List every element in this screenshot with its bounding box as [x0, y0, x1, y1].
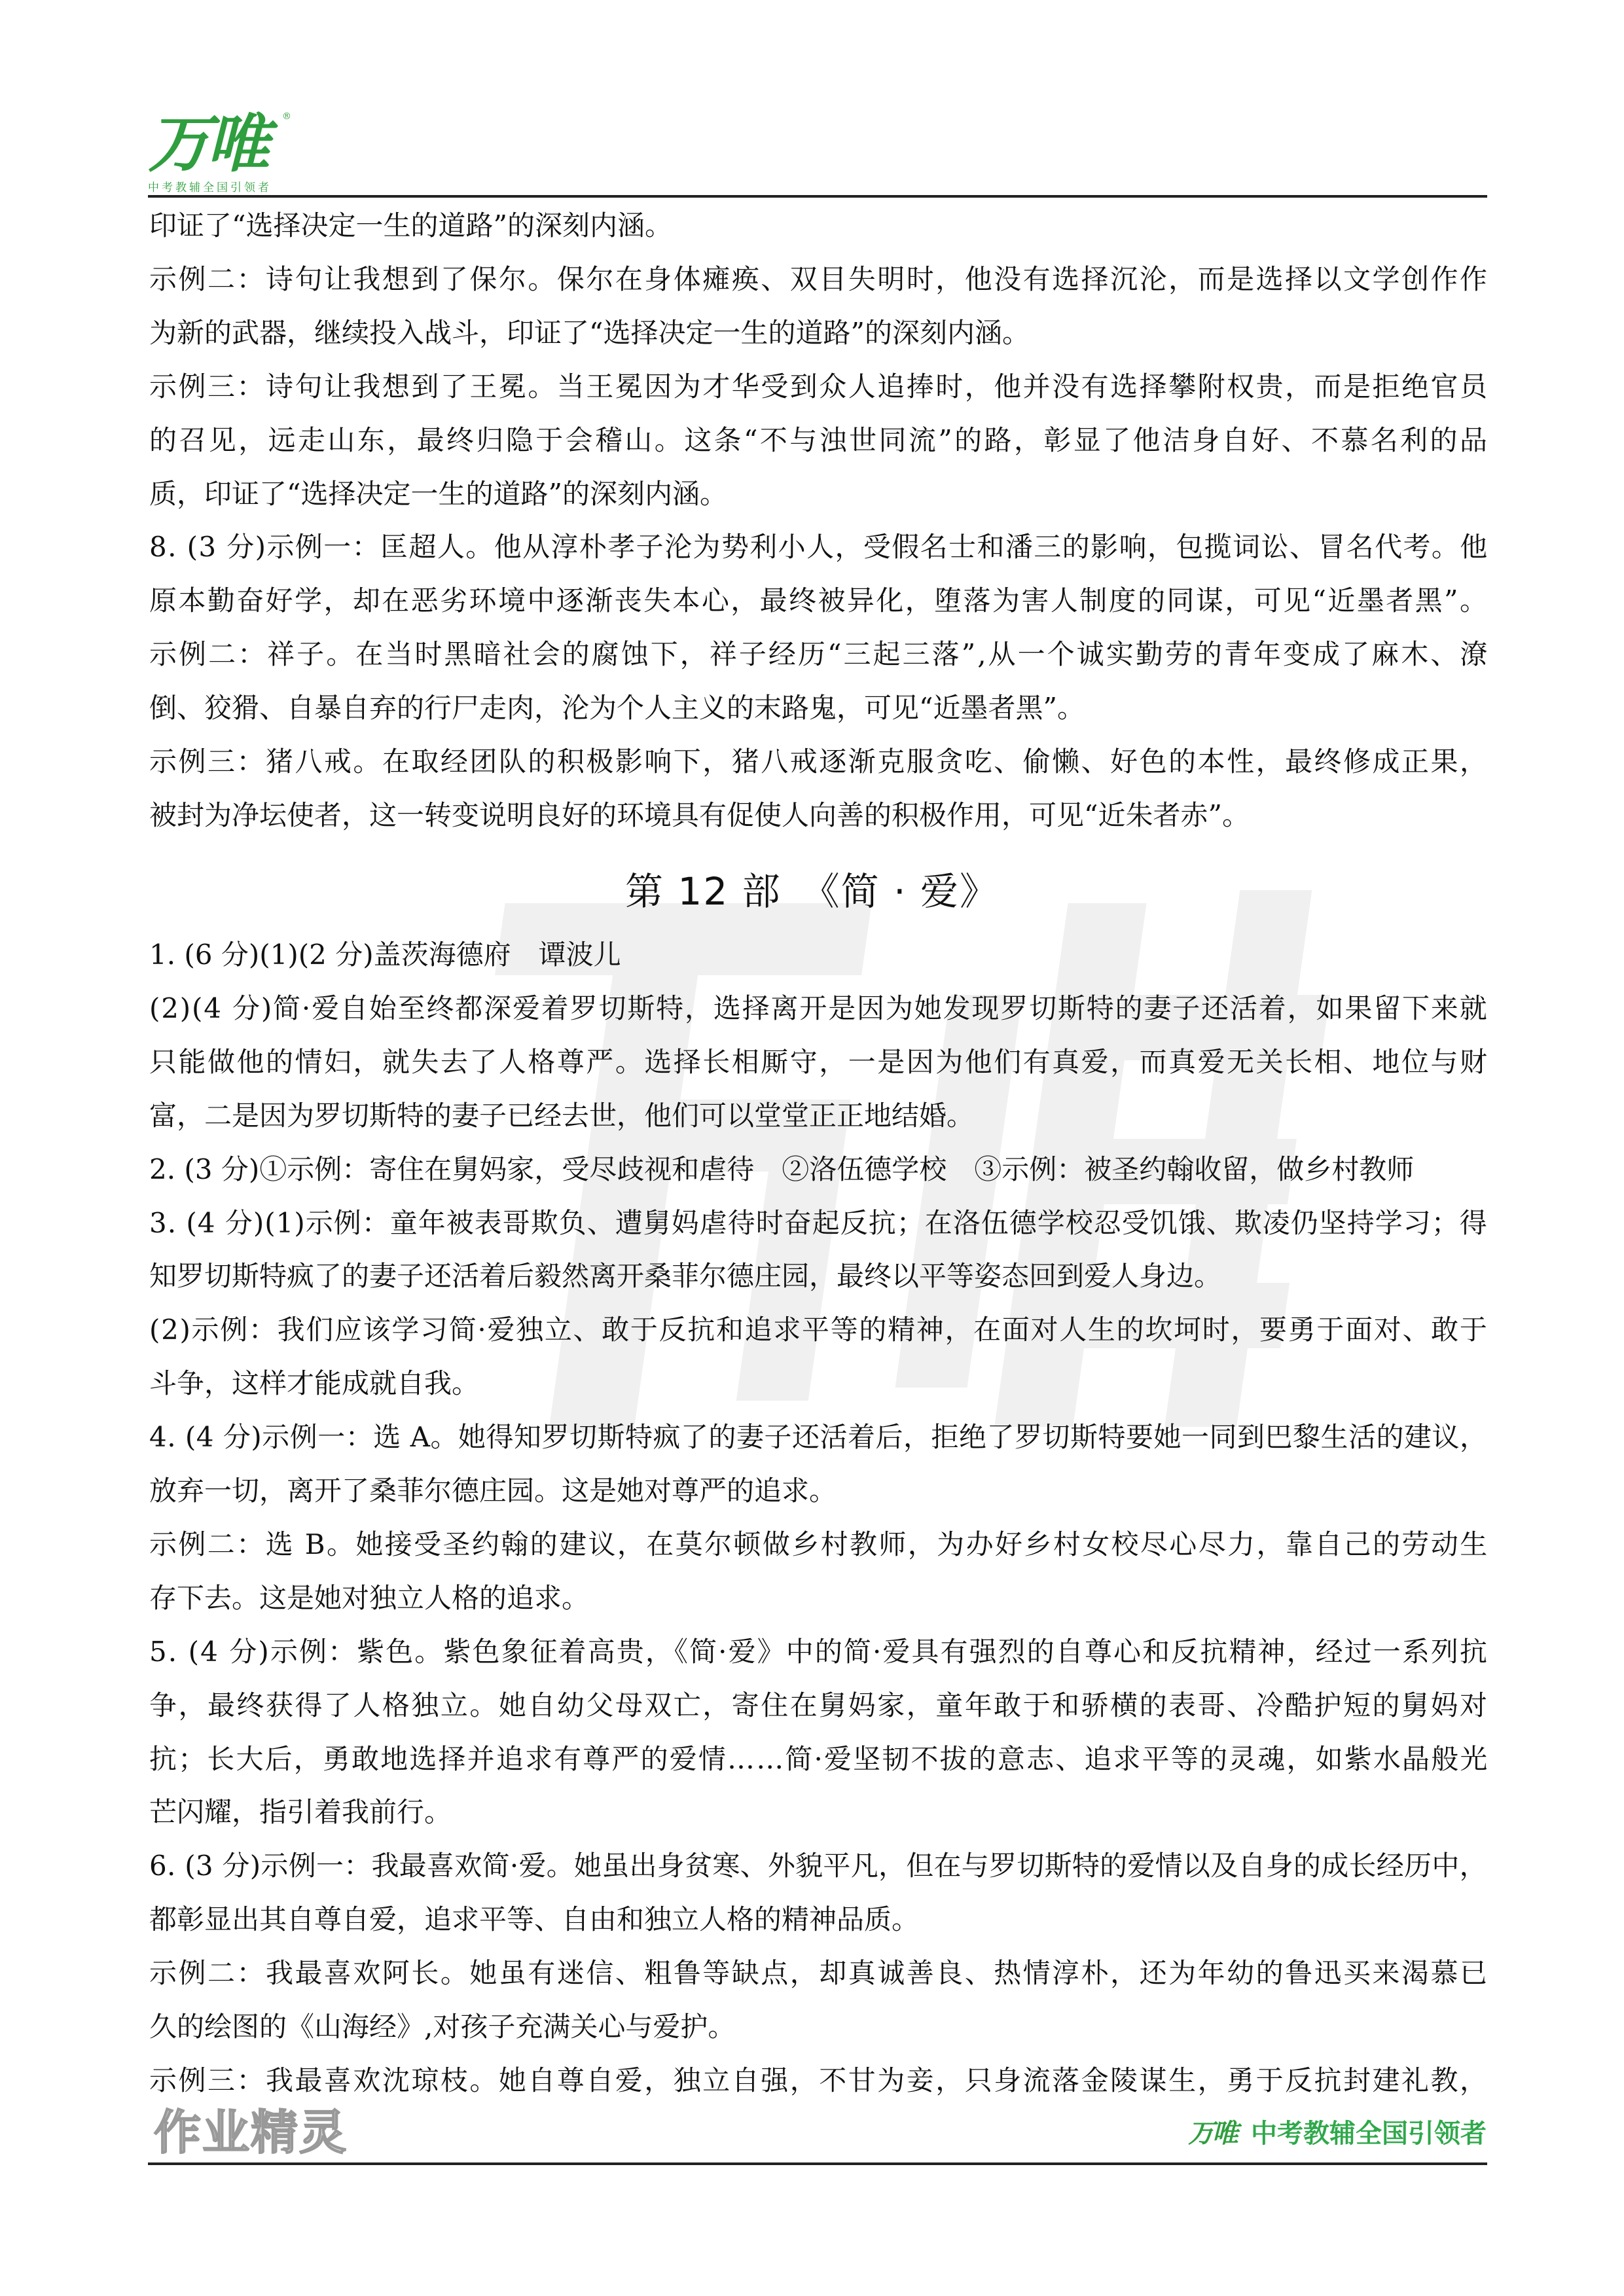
- text-line: 为新的武器，继续投入战斗，印证了“选择决定一生的道路”的深刻内涵。: [149, 316, 1030, 349]
- registered-mark: ®: [282, 111, 291, 122]
- text-line: 只能做他的情妇，就失去了人格尊严。选择长相厮守，一是因为他们有真爱，而真爱无关长相、地位与财: [149, 1045, 1489, 1078]
- text-line: 原本勤奋好学，却在恶劣环境中逐渐丧失本心，最终被异化，堕落为害人制度的同谋，可见“近墨者黑”。: [149, 584, 1489, 617]
- text-line: 斗争，这样才能成就自我。: [149, 1367, 480, 1400]
- footer-logo: 万唯: [1188, 2119, 1236, 2149]
- text-line: 富，二是因为罗切斯特的妻子已经去世，他们可以堂堂正正地结婚。: [149, 1099, 975, 1132]
- text-line: 抗；长大后，勇敢地选择并追求有尊严的爱情……简·爱坚韧不拔的意志、追求平等的灵魂，如紫水晶般光: [149, 1742, 1489, 1775]
- text-line: 被封为净坛使者，这一转变说明良好的环境具有促使人向善的积极作用，可见“近朱者赤”。: [149, 798, 1250, 831]
- text-line: 放弃一切，离开了桑菲尔德庄园。这是她对尊严的追求。: [149, 1475, 837, 1507]
- logo-text: 万唯: [148, 107, 266, 181]
- text-line: 8. (3 分)示例一：匡超人。他从淳朴孝子沦为势利小人，受假名士和潘三的影响，包揽词讼、冒名代考。他: [149, 531, 1489, 564]
- text-line: 久的绘图的《山海经》,对孩子充满关心与爱护。: [149, 2011, 736, 2043]
- text-line: (2)(4 分)简·爱自始至终都深爱着罗切斯特，选择离开是因为她发现罗切斯特的妻子还活着，如果留下来就: [149, 992, 1489, 1024]
- text-line: 示例二：祥子。在当时黑暗社会的腐蚀下，祥子经历“三起三落”,从一个诚实勤劳的青年变成了麻木、潦: [149, 638, 1490, 671]
- text-line: (2)示例：我们应该学习简·爱独立、敢于反抗和追求平等的精神，在面对人生的坎坷时，要勇于面对、敢于: [149, 1314, 1489, 1346]
- text-line: 2. (3 分)①示例：寄住在舅妈家，受尽歧视和虐待 ②洛伍德学校 ③示例：被圣约翰收留，做乡村教师: [149, 1153, 1415, 1185]
- logo-tagline: 中考教辅全国引领者: [148, 181, 272, 194]
- header-divider: [148, 195, 1487, 198]
- section-title: 第 12 部 《简 · 爱》: [625, 869, 999, 914]
- text-line: 6. (3 分)示例一：我最喜欢简·爱。她虽出身贫寒、外貌平凡，但在与罗切斯特的爱情以及自身的成长经历中，: [149, 1850, 1487, 1882]
- text-line: 知罗切斯特疯了的妻子还活着后毅然离开桑菲尔德庄园，最终以平等姿态回到爱人身边。: [149, 1260, 1222, 1293]
- text-line: 都彰显出其自尊自爱，追求平等、自由和独立人格的精神品质。: [149, 1903, 920, 1936]
- text-line: 存下去。这是她对独立人格的追求。: [149, 1581, 590, 1614]
- brand-logo: [148, 107, 291, 194]
- text-line: 示例二：诗句让我想到了保尔。保尔在身体瘫痪、双目失明时，他没有选择沉沦，而是选择以文学创作作: [149, 262, 1489, 295]
- text-line: 5. (4 分)示例：紫色。紫色象征着高贵，《简·爱》中的简·爱具有强烈的自尊心和反抗精神，经过一系列抗: [149, 1635, 1489, 1668]
- footer-tagline: 中考教辅全国引领者: [1251, 2119, 1487, 2149]
- text-line: 1. (6 分)(1)(2 分)盖茨海德府 谭波儿: [149, 939, 621, 971]
- text-line: 倒、狡猾、自暴自弃的行尸走肉，沦为个人主义的末路鬼，可见“近墨者黑”。: [149, 692, 1085, 725]
- text-line: 的召见，远走山东，最终归隐于会稽山。这条“不与浊世同流”的路，彰显了他洁身自好、不慕名利的品: [149, 423, 1490, 456]
- text-line: 争，最终获得了人格独立。她自幼父母双亡，寄住在舅妈家，童年敢于和骄横的表哥、冷酷护短的舅妈对: [149, 1689, 1489, 1721]
- text-line: 4. (4 分)示例一：选 A。她得知罗切斯特疯了的妻子还活着后，拒绝了罗切斯特要她一同到巴黎生活的建议，: [149, 1421, 1488, 1454]
- text-line: 质，印证了“选择决定一生的道路”的深刻内涵。: [149, 477, 727, 510]
- footer-divider: [148, 2162, 1487, 2165]
- text-line: 芒闪耀，指引着我前行。: [149, 1796, 452, 1829]
- watermark-text: 作业精灵: [154, 2105, 348, 2160]
- text-line: 印证了“选择决定一生的道路”的深刻内涵。: [149, 209, 672, 242]
- text-line: 示例三：诗句让我想到了王冕。当王冕因为才华受到众人追捧时，他并没有选择攀附权贵，而是拒绝官员: [149, 370, 1489, 403]
- text-line: 示例二：我最喜欢阿长。她虽有迷信、粗鲁等缺点，却真诚善良、热情淳朴，还为年幼的鲁迅买来渴慕已: [149, 1957, 1489, 1990]
- text-line: 示例三：猪八戒。在取经团队的积极影响下，猪八戒逐渐克服贪吃、偷懒、好色的本性，最终修成正果，: [149, 745, 1489, 778]
- footer-brand: [1188, 2113, 1487, 2150]
- text-line: 示例三：我最喜欢沈琼枝。她自尊自爱，独立自强，不甘为妾，只身流落金陵谋生，勇于反抗封建礼教，: [149, 2064, 1489, 2096]
- text-line: 3. (4 分)(1)示例：童年被表哥欺负、遭舅妈虐待时奋起反抗；在洛伍德学校忍受饥饿、欺凌仍坚持学习；得: [149, 1206, 1488, 1239]
- text-line: 示例二：选 B。她接受圣约翰的建议，在莫尔顿做乡村教师，为办好乡村女校尽心尽力，靠自己的劳动生: [149, 1528, 1489, 1560]
